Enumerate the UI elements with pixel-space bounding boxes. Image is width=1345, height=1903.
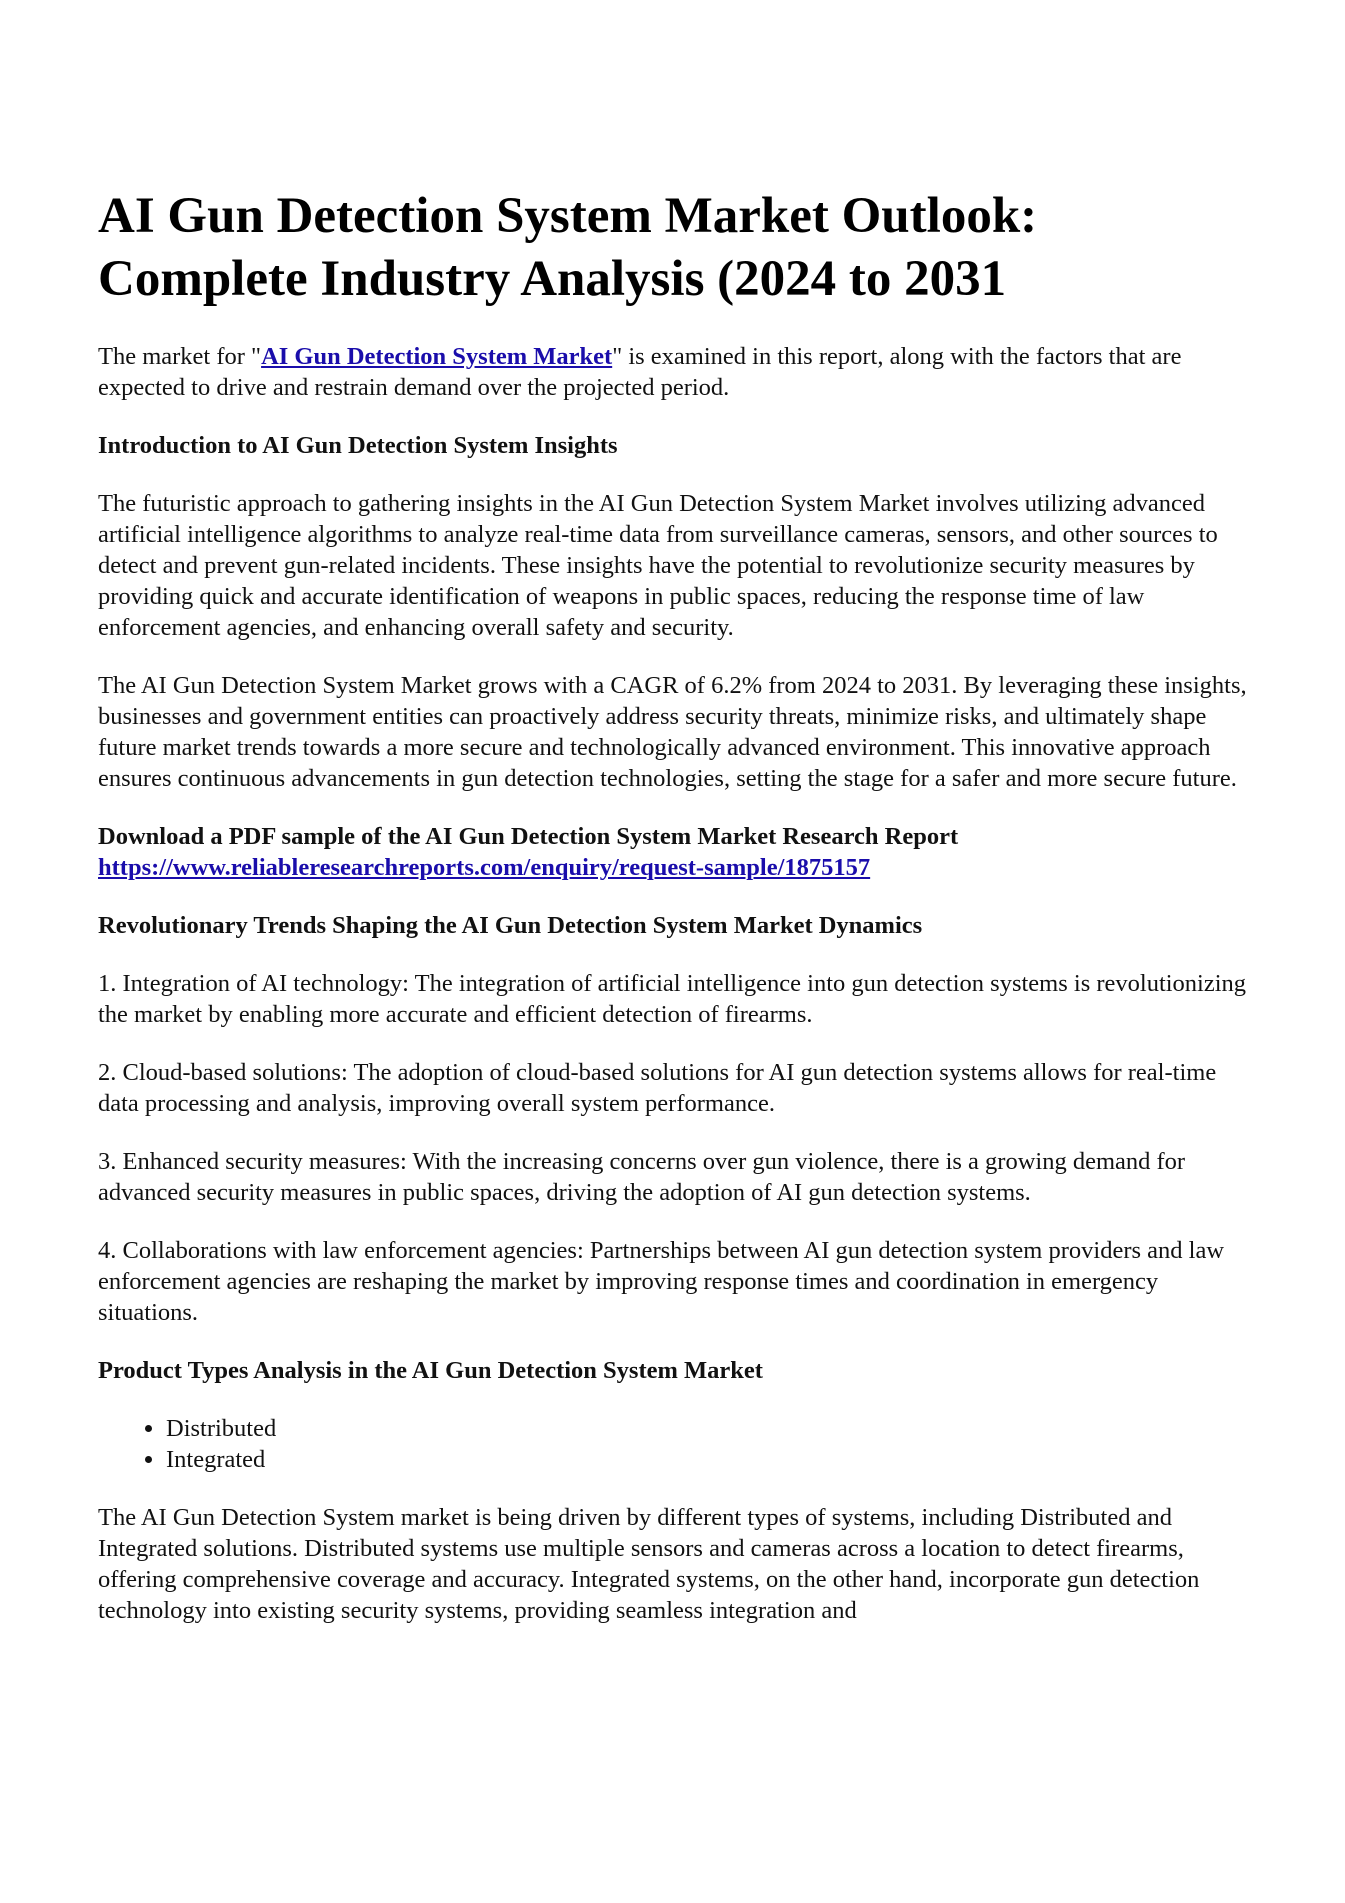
intro-suffix: " is examined in this report, along with the factors that are expected to drive and restrain demand over the projected period. [98, 343, 1182, 401]
product-types-list [98, 1413, 1258, 1475]
insights-heading: Introduction to AI Gun Detection System Insights [98, 432, 618, 459]
page-title: AI Gun Detection System Market Outlook: Complete Industry Analysis (2024 to 2031 [98, 188, 1038, 307]
intro-paragraph [98, 341, 1258, 403]
intro-prefix: The market for " [98, 343, 262, 370]
trend-item: 3. Enhanced security measures: With the increasing concerns over gun violence, there is a growing demand for advanced security measures in public spaces, driving the adoption of AI gun detection systems. [98, 1148, 1186, 1206]
trend-item: 4. Collaborations with law enforcement agencies: Partnerships between AI gun detection system providers and law enforcement agencies are reshaping the market by improving response times and coordination in emergency situations. [98, 1237, 1225, 1326]
download-section [98, 821, 1258, 883]
download-text: Download a PDF sample of the AI Gun Detection System Market Research Report [98, 823, 959, 850]
market-report-link[interactable]: AI Gun Detection System Market [261, 343, 613, 370]
insights-paragraph-1: The futuristic approach to gathering insights in the AI Gun Detection System Market involves utilizing advanced artificial intelligence algorithms to analyze real-time data from surveillance cameras, sensors, and other sources to detect and prevent gun-related incidents. These insights have the potential to revolutionize security measures by providing quick and accurate identification of weapons in public spaces, reducing the response time of law enforcement agencies, and enhancing overall safety and security. [98, 490, 1218, 641]
trend-item: 1. Integration of AI technology: The integration of artificial intelligence into gun detection systems is revolutionizing the market by enabling more accurate and efficient detection of firearms. [98, 970, 1247, 1028]
trends-heading: Revolutionary Trends Shaping the AI Gun Detection System Market Dynamics [98, 912, 923, 939]
document-page [98, 185, 1258, 1653]
product-types-paragraph: The AI Gun Detection System market is being driven by different types of systems, including Distributed and Integrated solutions. Distributed systems use multiple sensors and cameras across a location to detect firearms, offering comprehensive coverage and accuracy. Integrated systems, on the other hand, incorporate gun detection technology into existing security systems, providing seamless integration and [98, 1504, 1200, 1624]
list-item: • Distributed [166, 1413, 1258, 1444]
sample-request-link[interactable]: https://www.reliableresearchreports.com/enquiry/request-sample/1875157 [98, 854, 871, 881]
trend-item: 2. Cloud-based solutions: The adoption of cloud-based solutions for AI gun detection systems allows for real-time data processing and analysis, improving overall system performance. [98, 1059, 1217, 1117]
insights-paragraph-2: The AI Gun Detection System Market grows with a CAGR of 6.2% from 2024 to 2031. By leveraging these insights, businesses and government entities can proactively address security threats, minimize risks, and ultimately shape future market trends towards a more secure and technologically advanced environment. This innovative approach ensures continuous advancements in gun detection technologies, setting the stage for a safer and more secure future. [98, 672, 1247, 792]
list-item: • Integrated [166, 1444, 1258, 1475]
product-types-heading: Product Types Analysis in the AI Gun Detection System Market [98, 1357, 763, 1384]
